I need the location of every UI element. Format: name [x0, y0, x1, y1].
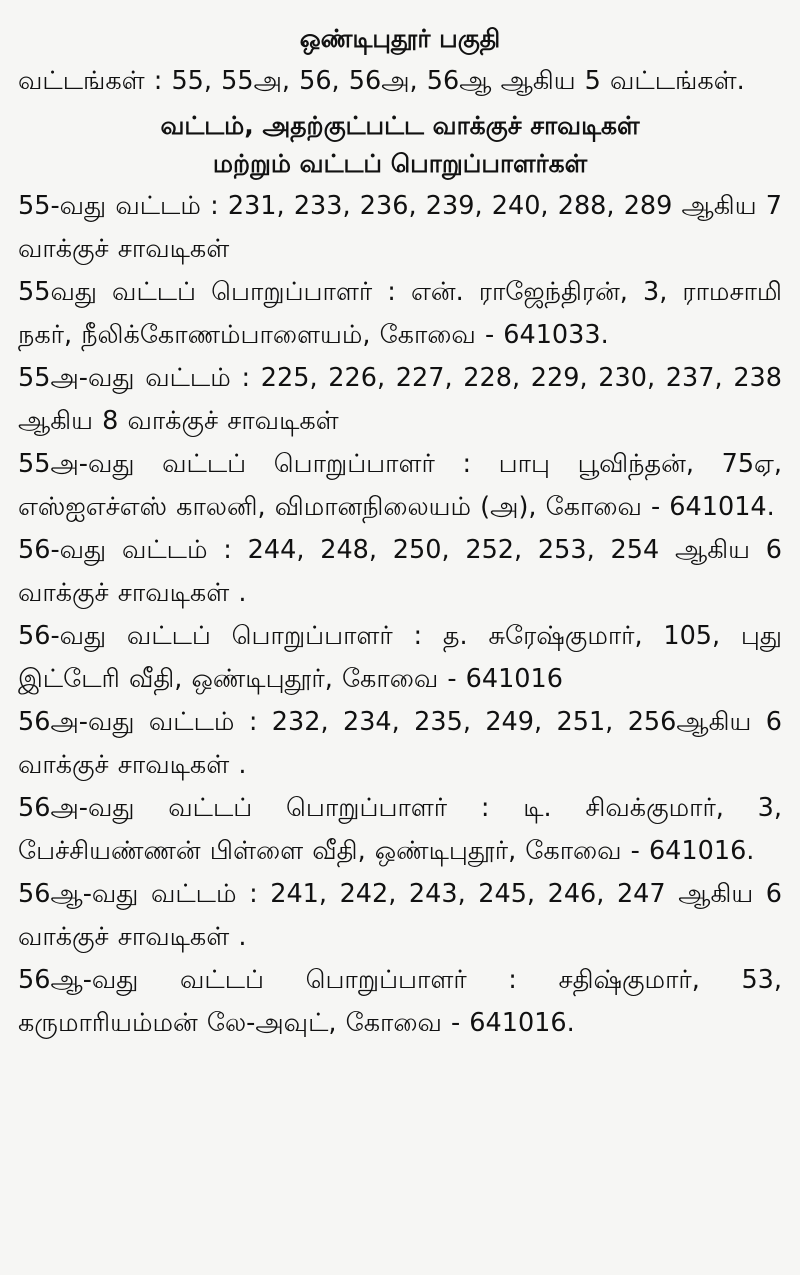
ward-booths: 55-வது வட்டம் : 231, 233, 236, 239, 240, 288, 289 ஆகிய 7 வாக்குச் சாவடிகள்	[18, 191, 782, 264]
ward-incharge: 56ஆ-வது வட்டப் பொறுப்பாளர் : சதிஷ்குமார், 53, கருமாரியம்மன் லே-அவுட், கோவை - 641016.	[18, 965, 782, 1038]
ward-incharge: 55அ-வது வட்டப் பொறுப்பாளர் : பாபு பூவிந்தன், 75ஏ, எஸ்ஐஎச்எஸ் காலனி, விமானநிலையம் (அ), கோவை - 641014.	[18, 449, 782, 522]
ward-entry	[18, 357, 782, 529]
cropped-text-fragment	[40, 0, 300, 6]
section-heading-line-2: மற்றும் வட்டப் பொறுப்பாளர்கள்	[212, 149, 588, 178]
ward-entry	[18, 185, 782, 357]
ward-entry	[18, 701, 782, 873]
ward-incharge: 55வது வட்டப் பொறுப்பாளர் : என். ராஜேந்திரன், 3, ராமசாமி நகர், நீலிக்கோணம்பாளையம், கோவை - 641033.	[18, 277, 782, 350]
ward-entry	[18, 873, 782, 1045]
section-heading	[18, 107, 782, 183]
wards-intro: வட்டங்கள் : 55, 55அ, 56, 56அ, 56ஆ ஆகிய 5 வட்டங்கள்.	[18, 66, 745, 96]
section-heading-line-1: வட்டம், அதற்குட்பட்ட வாக்குச் சாவடிகள்	[160, 111, 640, 140]
ward-booths: 56ஆ-வது வட்டம் : 241, 242, 243, 245, 246, 247 ஆகிய 6 வாக்குச் சாவடிகள் .	[18, 879, 782, 952]
ward-booths: 55அ-வது வட்டம் : 225, 226, 227, 228, 229, 230, 237, 238 ஆகிய 8 வாக்குச் சாவடிகள்	[18, 363, 782, 436]
ward-booths: 56-வது வட்டம் : 244, 248, 250, 252, 253, 254 ஆகிய 6 வாக்குச் சாவடிகள் .	[18, 535, 782, 608]
ward-entry	[18, 529, 782, 701]
ward-incharge: 56-வது வட்டப் பொறுப்பாளர் : த. சுரேஷ்குமார், 105, புது இட்டேரி வீதி, ஒண்டிபுதூர், கோவை - 641016	[18, 621, 782, 694]
ward-incharge: 56அ-வது வட்டப் பொறுப்பாளர் : டி. சிவக்குமார், 3, பேச்சியண்ணன் பிள்ளை வீதி, ஒண்டிபுதூர், கோவை - 641016.	[18, 793, 782, 866]
ward-booths: 56அ-வது வட்டம் : 232, 234, 235, 249, 251, 256ஆகிய 6 வாக்குச் சாவடிகள் .	[18, 707, 782, 780]
area-title: ஒண்டிபுதூர் பகுதி	[299, 24, 501, 53]
